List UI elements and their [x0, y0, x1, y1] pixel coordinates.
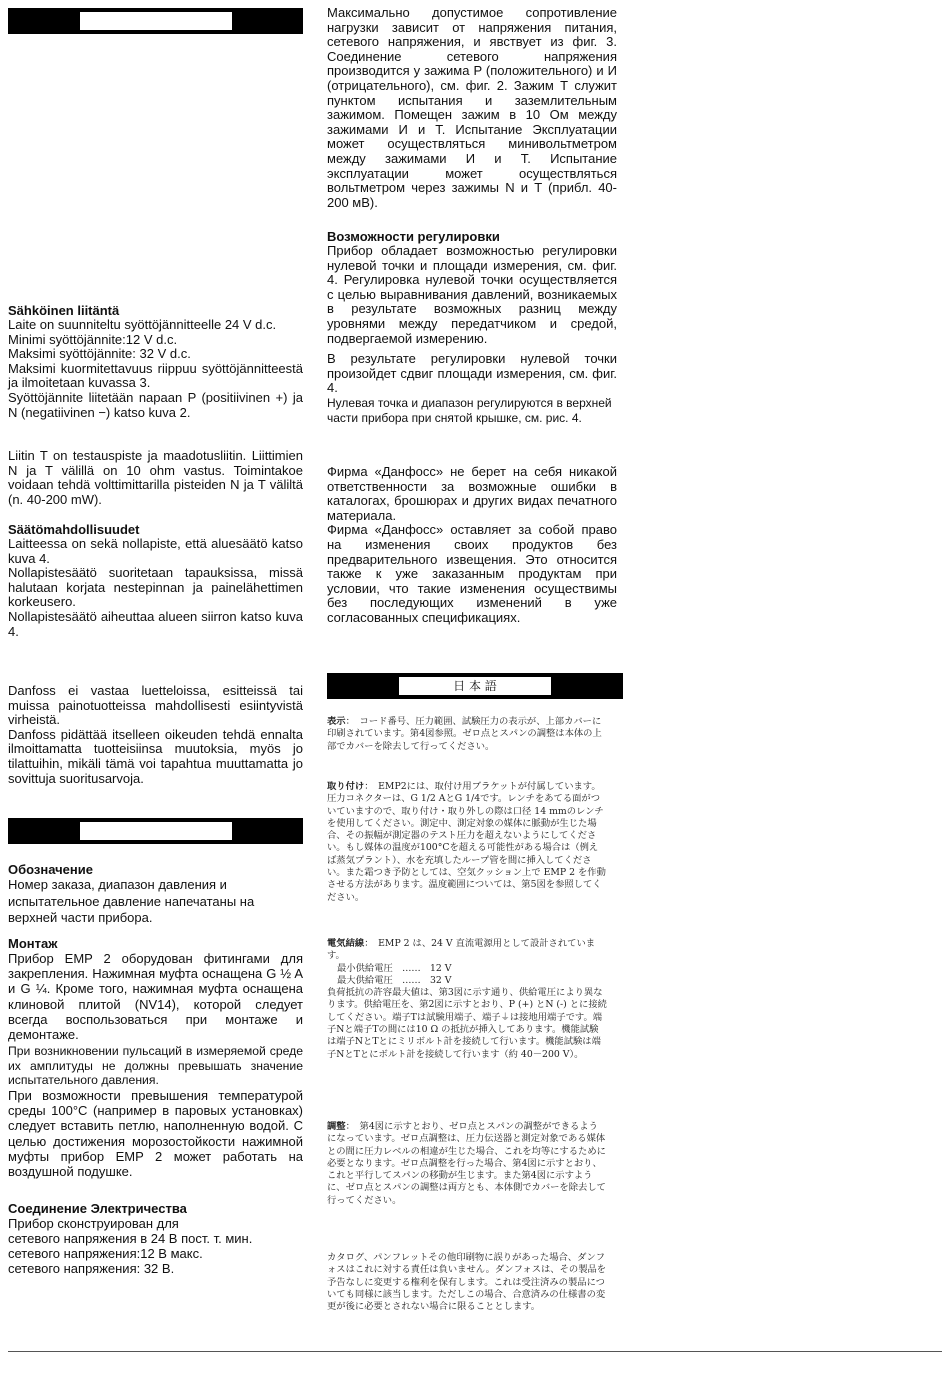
ru-designation-section	[8, 862, 303, 927]
fi-disclaimer-p1: Danfoss ei vastaa luetteloissa, esitteissä tai muissa painotuotteissa mahdollisesti esiintyvistä virheistä.	[8, 683, 303, 728]
ru-adjust-p1: Прибор обладает возможностью регулировки нулевой точки и площади измерения, см. фиг. 4. Регулировка нулевой точки осуществляется с целью выравнивания давлений, возникаемых в результате возможных разниц между уровнями между передатчиком и средой, подвергаемой измерению.	[327, 243, 617, 346]
jp-adjust-section	[327, 1121, 607, 1207]
jp-mount-label: 取り付け	[327, 781, 365, 792]
ru-mount-heading: Монтаж	[8, 936, 58, 951]
footer-divider	[8, 1351, 942, 1352]
fi-disclaimer-p2: Danfoss pidättää itselleen oikeuden tehdä ennalta ilmoittamatta tuotteisiinsa muutoksia, myös jo tilattuihin, mikäli tämä voi tapahtua muuttamatta jo sovittuja suoritusarvoja.	[8, 726, 303, 786]
fi-electric-p4: Maksimi kuormitettavuus riippuu syöttöjännitteestä ja ilmoitetaan kuvassa 3.	[8, 360, 303, 391]
ru-electric-l1: Прибор сконструирован для	[8, 1216, 179, 1231]
russian-banner	[8, 818, 303, 844]
ru-mount-p1: Прибор EMP 2 оборудован фитингами для закрепления. Нажимная муфта оснащена G ½ A и G ¼. Кроме того, нажимная муфта оснащена клиновой плитой (NV14), которой следует всегда воспользоваться при монтаже и демонтаже.	[8, 951, 303, 1043]
fi-adjust-heading: Säätömahdollisuudet	[8, 522, 140, 537]
finnish-banner	[8, 8, 303, 34]
fi-adjust-p2: Nollapistesäätö suoritetaan tapauksissa, missä halutaan korjata nestepinnan ja painelähettimen korkeusero.	[8, 565, 303, 610]
finnish-banner-label-box	[80, 12, 232, 30]
jp-display-label: 表示	[327, 716, 346, 727]
fi-electric-p1: Laite on suunniteltu syöttöjännitteelle 24 V d.c.	[8, 317, 277, 332]
ru-designation-text: Номер заказа, диапазон давления и испытательное давление напечатаны на верхней части прибора.	[8, 877, 255, 925]
ru-mount-p3: При возможности превышения температурой среды 100°C (например в паровых установках) следует вставить петлю, наполненную водой. С целью достижения морозостойкости нажимной муфты прибор EMP 2 может работать на воздушной подушке.	[8, 1088, 303, 1180]
jp-mount-body: ： EMP2には、取付け用ブラケットが付属しています。圧力コネクターは、G 1/2 AとG 1/4です。レンチをあてる面がついていますので、取り付け・取り外しの際は口径 14 mmのレンチを使用してください。測定中、測定対象の媒体に脈動が生じた場合、その振幅が測定器のテスト圧力を超えないようにしてください。もし媒体の温度が100°Cを超える可能性がある場合は（例えば蒸気プラント）、水を充填したループ管を間に挿入してください。また霜つき予防としては、空気クッション上で EMP 2 を作動させる方法があります。温度範囲については、第5図を参照してください。	[327, 781, 606, 903]
ru-load-text: Максимально допустимое сопротивление нагрузки зависит от напряжения питания, сетевого напряжения, и явствует из фиг. 3. Соединение сетевого напряжения производится у зажима P (положительного) и И (отрицательного), см. фиг. 2. Зажим Т служит пунктом испытания и заземлительным зажимом. Помещен зажим в 10 Ом между зажимами И и Т. Испытание Эксплуатации может осуществляться минивольтметром между зажимами И и Т. Испытание эксплуатации может осуществляться вольтметром через зажимы N и T (прибл. 40-200 мВ).	[327, 5, 617, 210]
fi-electric-heading: Sähköinen liitäntä	[8, 303, 120, 318]
jp-adjust-body: ： 第4図に示すとおり、ゼロ点とスパンの調整ができるようになっています。ゼロ点調整は、圧力伝送器と測定対象である媒体との間に圧力レベルの相違が生じた場合、これを均等にするために必要となります。ゼロ点調整を行った場合、第4図に示すとおり、これと平行してスパンの移動が生じます。また第4図に示すように、ゼロ点とスパンの調整は両方とも、本体側でカバーを除去して行ってください。	[327, 1121, 606, 1206]
ru-mount-section	[8, 936, 303, 1179]
jp-display-text	[327, 716, 607, 753]
fi-disclaimer-section	[8, 684, 303, 786]
ru-electric-l2: сетевого напряжения в 24 В пост. т. мин.	[8, 1231, 253, 1246]
ru-disclaimer-p2: Фирма «Данфосс» оставляет за собой право на изменения своих продуктов без предварительного извещения. Это относится также к уже заказанным продуктам при условии, что такие изменения осуществимы без последующих изменений в уже согласованных спецификациях.	[327, 522, 617, 625]
ru-designation-heading: Обозначение	[8, 862, 93, 877]
ru-electric-section	[8, 1201, 303, 1276]
jp-electric-section	[327, 938, 607, 1061]
ru-load-section	[327, 6, 617, 210]
ru-adjust-section	[327, 229, 617, 427]
ru-disclaimer-p1: Фирма «Данфосс» не берет на себя никакой ответственности за возможные ошибки в каталогах, брошюрах и других видах печатного материала.	[327, 464, 617, 523]
ru-disclaimer-section	[327, 465, 617, 626]
jp-electric-text	[327, 938, 607, 963]
ru-electric-l4: сетевого напряжения: 32 В.	[8, 1261, 175, 1276]
fi-test-text: Liitin T on testauspiste ja maadotusliitin. Liittimien N ja T välillä on 10 ohm vastus. Toimintakoe voidaan tehdä volttimittarilla pisteiden N ja T väliltä (n. 40-200 mW).	[8, 448, 303, 507]
fi-electric-section	[8, 303, 303, 420]
jp-electric-rest: 負荷抵抗の許容最大値は、第3図に示す通り、供給電圧により異なります。供給電圧を、第2図に示すとおり、P (+) とN (-) とに接続してください。端子Tは試験用端子、端子⏚は接地用端子です。端子Nと端子Tの間には10 Ω の抵抗が挿入してあります。機能試験は端子NとTとにミリボルト計を接続して行います。機能試験は端子NとTとにボルト計を接続して行います（約 40－200 V）。	[327, 987, 607, 1060]
jp-display-section	[327, 716, 607, 753]
fi-adjust-p1: Laitteessa on sekä nollapiste, että aluesäätö katso kuva 4.	[8, 536, 303, 566]
fi-electric-p2: Minimi syöttöjännite:12 V d.c.	[8, 331, 178, 347]
ru-adjust-heading: Возможности регулировки	[327, 229, 500, 244]
jp-display-body: ： コード番号、圧力範囲、試験圧力の表示が、上部カバーに印刷されています。第4図参照。ゼロ点とスパンの調整は本体の上部でカバーを除去して行ってください。	[327, 716, 602, 752]
ru-adjust-p3: Нулевая точка и диапазон регулируются в верхней части прибора при снятой крышке, см. рис. 4.	[327, 395, 612, 426]
ru-adjust-p2: В результате регулировки нулевой точки произойдет сдвиг площади измерения, см. фиг. 4.	[327, 351, 617, 396]
japanese-banner	[327, 673, 623, 699]
jp-electric-max: 最大供給電圧 …… 32 V	[337, 974, 452, 986]
fi-test-section	[8, 449, 303, 507]
fi-electric-p5: Syöttöjännite liitetään napaan P (positiivinen +) ja N (negatiivinen −) katso kuva 2.	[8, 389, 303, 420]
ru-mount-p2: При возникновении пульсаций в измеряемой среде их амплитуды не должны превышать значение испытательного давления.	[8, 1044, 303, 1088]
jp-electric-min: 最小供給電圧 …… 12 V	[337, 962, 452, 974]
jp-mount-text	[327, 781, 607, 904]
jp-adjust-label: 調整	[327, 1121, 346, 1132]
jp-mount-section	[327, 781, 607, 904]
ru-electric-l3: сетевого напряжения:12 В макс.	[8, 1246, 203, 1261]
japanese-banner-label: 日 本 語	[399, 677, 551, 695]
jp-disclaimer-text: カタログ、パンフレットその他印刷物に誤りがあった場合、ダンフォスはこれに対する責任は負いません。ダンフォスは、その製品を予告なしに変更する権利を保有します。これは受注済みの製品についても同様に該当します。ただしこの場合、合意済みの仕様書の変更が後に必要とされない場合に限ることとします。	[327, 1252, 607, 1313]
fi-adjust-p3: Nollapistesäätö aiheuttaa alueen siirron katso kuva 4.	[8, 608, 303, 639]
fi-adjust-section	[8, 522, 303, 639]
jp-electric-label: 電気結線	[327, 938, 365, 949]
fi-electric-p3: Maksimi syöttöjännite: 32 V d.c.	[8, 346, 191, 362]
russian-banner-label-box	[80, 822, 232, 840]
jp-disclaimer-section	[327, 1252, 607, 1313]
jp-electric-body: ： EMP 2 は、24 V 直流電源用として設計されています。	[327, 938, 596, 962]
jp-adjust-text	[327, 1121, 607, 1207]
ru-electric-heading: Соединение Электричества	[8, 1201, 187, 1216]
